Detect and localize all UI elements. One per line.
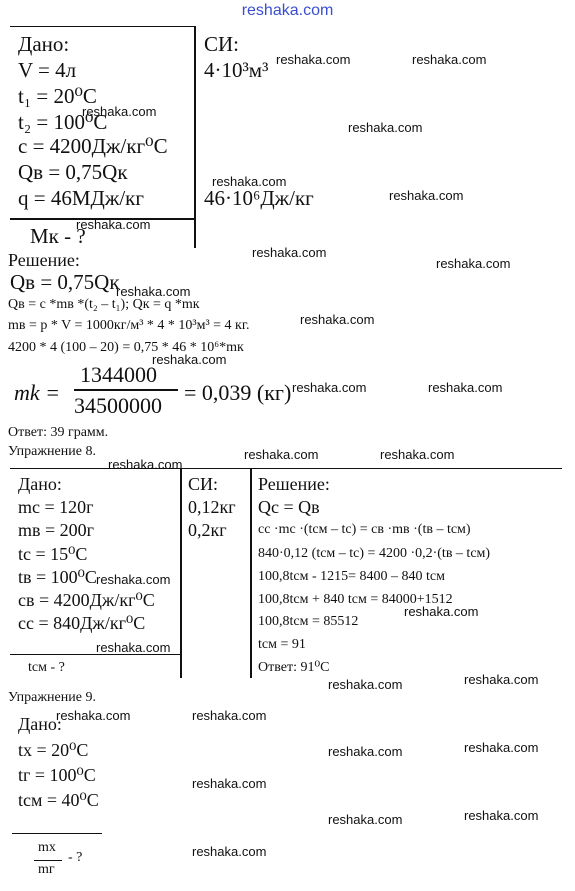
watermark-22: reshaka.com	[328, 677, 403, 692]
p1-solution-title: Решение:	[8, 250, 80, 270]
watermark-24: reshaka.com	[192, 708, 267, 723]
p2-si-title: СИ:	[188, 474, 219, 494]
p3-find-numerator: mх	[38, 840, 56, 855]
p1-find: Mк - ?	[30, 224, 86, 248]
p2-solution-step5: 100,8tсм + 840 tсм = 84000+1512	[258, 592, 453, 607]
watermark-18: reshaka.com	[96, 572, 171, 587]
p1-given-volume: V = 4л	[18, 58, 77, 82]
p2-given-tc: tс = 15⁰C	[18, 544, 88, 564]
p1-vertical-divider	[194, 26, 196, 248]
watermark-7: reshaka.com	[76, 217, 151, 232]
watermark-9: reshaka.com	[436, 256, 511, 271]
watermark-3: reshaka.com	[82, 104, 157, 119]
p2-given-title: Дано:	[18, 474, 62, 494]
watermark-5: reshaka.com	[212, 174, 287, 189]
p2-answer: Ответ: 91⁰C	[258, 660, 330, 675]
p1-given-t1: t₁ = 20⁰C	[18, 84, 97, 108]
p1-solution-step4: 4200 * 4 (100 – 20) = 0,75 * 46 * 10⁶*mк	[8, 340, 244, 355]
watermark-4: reshaka.com	[348, 120, 423, 135]
p2-vertical-divider-1	[180, 468, 182, 678]
p1-solution-step2: Qв = c *mв *(t₂ – t₁); Qк = q *mк	[8, 297, 200, 312]
p1-eq-fraction-bar	[74, 389, 178, 391]
watermark-28: reshaka.com	[464, 808, 539, 823]
watermark-27: reshaka.com	[192, 776, 267, 791]
p1-eq-denominator: 34500000	[74, 393, 162, 418]
watermark-21: reshaka.com	[464, 672, 539, 687]
p1-si-volume: 4·10³м³	[204, 58, 269, 82]
p3-given-tg: tг = 100⁰C	[18, 765, 96, 785]
watermark-16: reshaka.com	[380, 447, 455, 462]
p2-solution-title: Решение:	[258, 474, 330, 494]
p3-given-tsm: tсм = 40⁰C	[18, 790, 99, 810]
p1-eq-numerator: 1344000	[80, 362, 157, 387]
p1-eq-lhs: mk =	[14, 380, 60, 405]
p3-find-denominator: mг	[38, 862, 55, 877]
p2-find: tсм - ?	[28, 660, 65, 675]
p1-given-title: Дано:	[18, 32, 70, 56]
p1-answer: Ответ: 39 грамм.	[8, 425, 109, 440]
watermark-19: reshaka.com	[404, 604, 479, 619]
watermark-30: reshaka.com	[192, 844, 267, 859]
p2-solution-step4: 100,8tсм - 1215= 8400 – 840 tсм	[258, 569, 445, 584]
p3-given-title: Дано:	[18, 714, 62, 734]
p2-si-mv: 0,2кг	[188, 520, 227, 540]
p1-given-q: q = 46МДж/кг	[18, 186, 144, 210]
watermark-11: reshaka.com	[300, 312, 375, 327]
p2-given-cv: cв = 4200Дж/кг⁰C	[18, 590, 155, 610]
watermark-6: reshaka.com	[389, 188, 464, 203]
watermark-2: reshaka.com	[412, 52, 487, 67]
watermark-29: reshaka.com	[328, 812, 403, 827]
p2-si-mc: 0,12кг	[188, 497, 236, 517]
p1-eq-rhs: = 0,039 (кг)	[184, 380, 292, 405]
p1-given-t2: t₂ = 100⁰C	[18, 110, 108, 134]
p2-given-tv: tв = 100⁰C	[18, 567, 97, 587]
p1-si-title: СИ:	[204, 32, 240, 56]
watermark-20: reshaka.com	[96, 640, 171, 655]
p2-given-mv: mв = 200г	[18, 520, 95, 540]
watermark-8: reshaka.com	[252, 245, 327, 260]
p2-solution-step2: cс ·mс ·(tсм – tс) = cв ·mв ·(tв – tсм)	[258, 522, 471, 537]
watermark-25: reshaka.com	[464, 740, 539, 755]
p2-given-mc: mс = 120г	[18, 497, 94, 517]
p1-solution-step3: mв = p * V = 1000кг/м³ * 4 * 10³м³ = 4 кг.	[8, 318, 250, 333]
p2-given-cc: cс = 840Дж/кг⁰C	[18, 613, 146, 633]
p3-title: Упражнение 9.	[8, 690, 96, 705]
p3-find-suffix: - ?	[68, 850, 83, 865]
watermark-15: reshaka.com	[244, 447, 319, 462]
p2-top-divider	[10, 468, 562, 469]
watermark-14: reshaka.com	[428, 380, 503, 395]
watermark-23: reshaka.com	[56, 708, 131, 723]
p2-solution-step6: 100,8tсм = 85512	[258, 614, 359, 629]
p2-solution-step3: 840·0,12 (tсм – tс) = 4200 ·0,2·(tв – tсм)	[258, 546, 491, 561]
site-header-watermark[interactable]: reshaka.com	[241, 2, 334, 19]
p3-find-fraction-bar	[34, 860, 62, 861]
watermark-13: reshaka.com	[292, 380, 367, 395]
p1-top-divider	[10, 26, 195, 27]
p1-given-c: c = 4200Дж/кг⁰C	[18, 134, 168, 158]
p2-solution-step7: tсм = 91	[258, 637, 306, 652]
p3-given-underline	[12, 833, 102, 834]
p3-given-tx: tх = 20⁰C	[18, 740, 89, 760]
watermark-26: reshaka.com	[328, 744, 403, 759]
p1-si-q: 46·10⁶Дж/кг	[204, 186, 314, 210]
watermark-1: reshaka.com	[276, 52, 351, 67]
p2-solution-step1: Qс = Qв	[258, 497, 320, 517]
p2-title: Упражнение 8.	[8, 444, 96, 459]
p1-solution-step1: Qв = 0,75Qк	[10, 270, 120, 294]
watermark-12: reshaka.com	[152, 352, 227, 367]
p1-given-q-ratio: Qв = 0,75Qк	[18, 160, 128, 184]
watermark-10: reshaka.com	[116, 284, 191, 299]
watermark-17: reshaka.com	[108, 457, 183, 472]
p2-vertical-divider-2	[250, 468, 252, 678]
